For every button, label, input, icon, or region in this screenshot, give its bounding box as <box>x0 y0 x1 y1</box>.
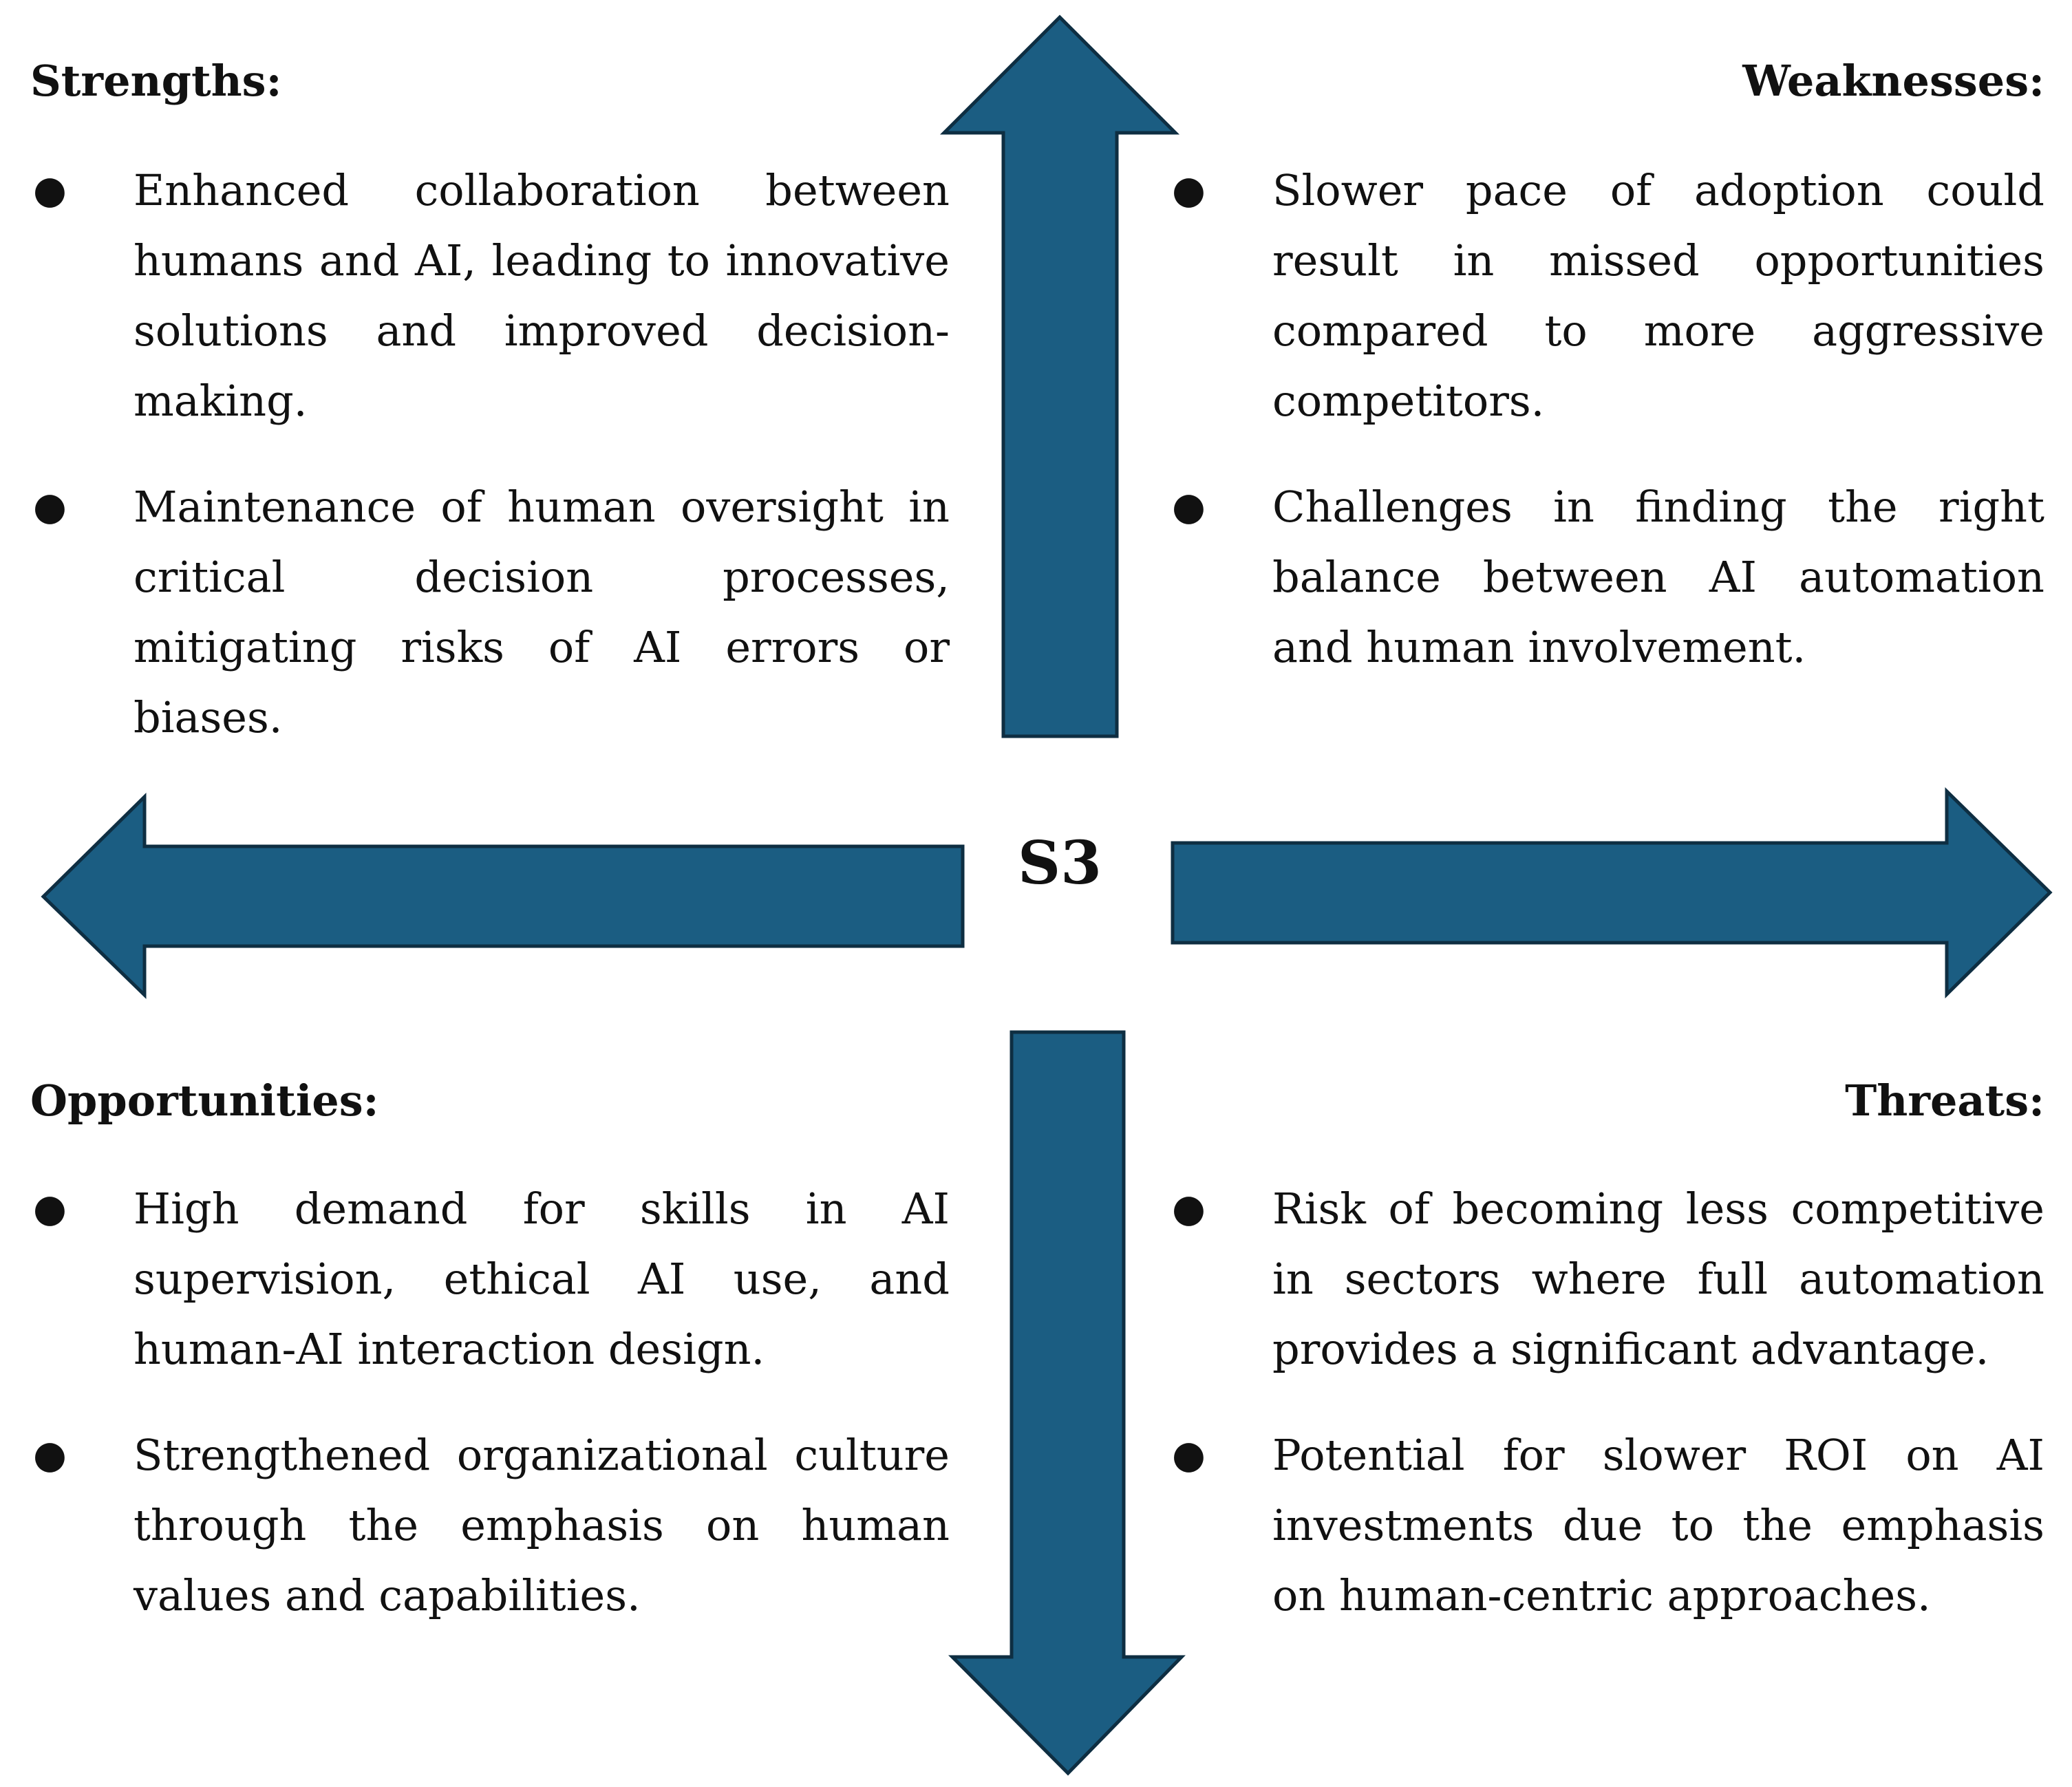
weaknesses-item-text: Slower pace of adoption could result in missed opportunities compared to more aggressive competitors. <box>1272 165 2044 426</box>
strengths-item <box>28 156 950 436</box>
up-arrow <box>944 17 1175 736</box>
right-arrow <box>1173 791 2050 994</box>
weaknesses-item <box>1166 156 2044 436</box>
bullet-icon: ● <box>1172 1433 1206 1477</box>
opportunities-item-text: High demand for skills in AI supervision, ethical AI use, and human-AI interaction design. <box>133 1184 950 1374</box>
bullet-icon: ● <box>33 1186 67 1231</box>
threats-item <box>1166 1420 2044 1631</box>
bullet-icon: ● <box>1172 1186 1206 1231</box>
threats-item-text: Risk of becoming less competitive in sectors where full automation provides a significant advantage. <box>1272 1184 2044 1374</box>
threats-item-text: Potential for slower ROI on AI investments due to the emphasis on human-centric approaches. <box>1272 1430 2044 1620</box>
opportunities-heading: Opportunities: <box>30 1076 379 1126</box>
weaknesses-heading: Weaknesses: <box>1742 56 2044 106</box>
weaknesses-list <box>1166 156 2044 718</box>
threats-item <box>1166 1174 2044 1384</box>
bullet-icon: ● <box>1172 168 1206 213</box>
strengths-heading: Strengths: <box>30 56 282 106</box>
strengths-list <box>28 156 950 789</box>
strengths-item-text: Maintenance of human oversight in critical decision processes, mitigating risks of AI errors or biases. <box>133 482 950 742</box>
bullet-icon: ● <box>1172 484 1206 529</box>
threats-heading: Threats: <box>1845 1076 2044 1126</box>
bullet-icon: ● <box>33 168 67 213</box>
strengths-item-text: Enhanced collaboration between humans and AI, leading to innovative solutions and improved decision-making. <box>133 165 950 426</box>
weaknesses-item <box>1166 472 2044 683</box>
bullet-icon: ● <box>33 1433 67 1477</box>
opportunities-item <box>28 1420 950 1631</box>
opportunities-item-text: Strengthened organizational culture through the emphasis on human values and capabilities. <box>133 1430 950 1620</box>
strengths-item <box>28 472 950 753</box>
down-arrow <box>952 1032 1182 1773</box>
threats-list <box>1166 1174 2044 1667</box>
bullet-icon: ● <box>33 484 67 529</box>
center-label: S3 <box>1018 828 1102 898</box>
opportunities-item <box>28 1174 950 1384</box>
left-arrow <box>43 797 963 995</box>
opportunities-list <box>28 1174 950 1667</box>
weaknesses-item-text: Challenges in finding the right balance between AI automation and human involvement. <box>1272 482 2044 672</box>
